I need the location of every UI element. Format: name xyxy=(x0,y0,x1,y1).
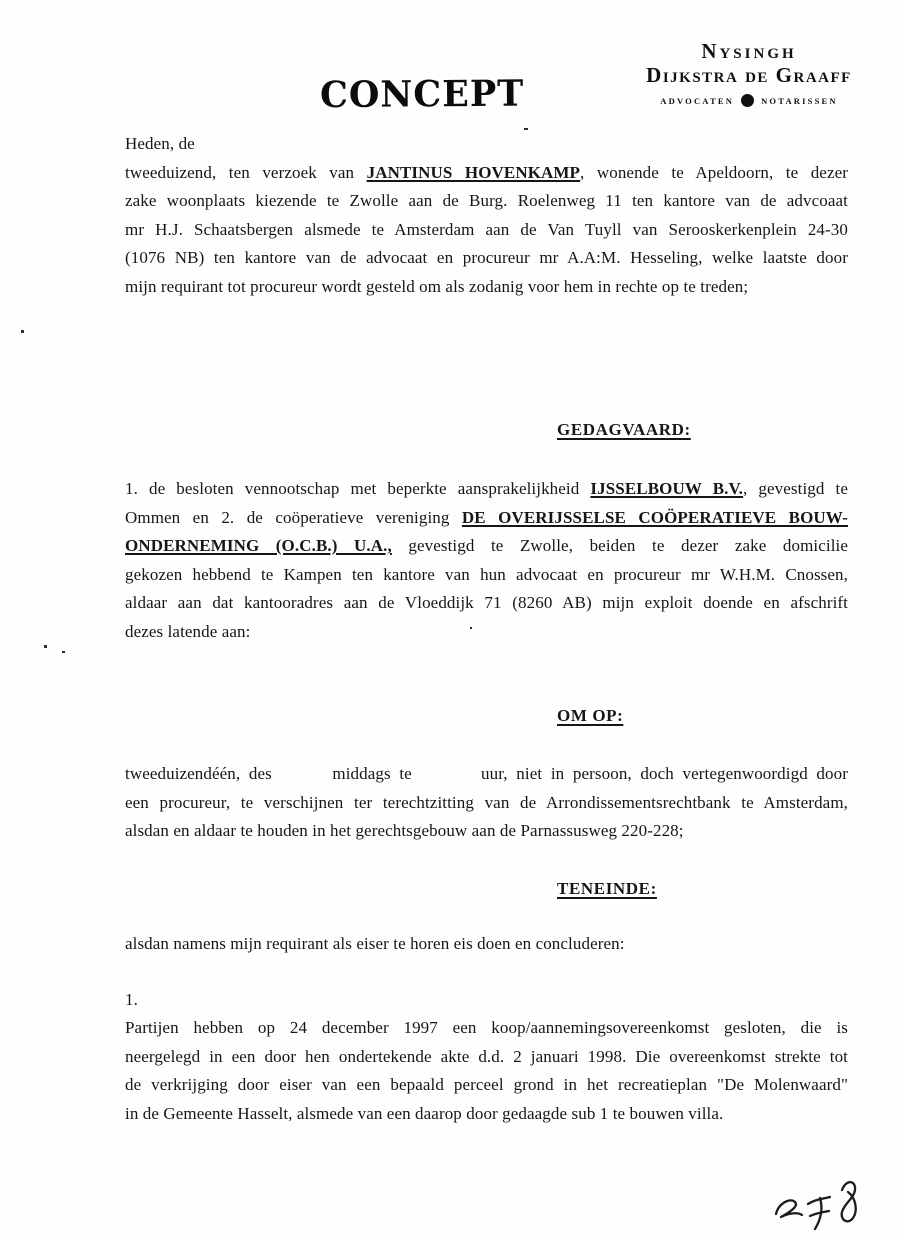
text-segment: , wonende te Apeldoorn, te dezer xyxy=(580,162,848,182)
text-line xyxy=(125,130,848,159)
emphasized-party-name: DE OVERIJSSELSE COÖPERATIEVE BOUW- xyxy=(461,507,848,527)
text-segment: 1. de besloten vennootschap met beperkte aansprakelijkheid xyxy=(125,479,591,498)
text-segment: 1. xyxy=(125,990,138,1009)
emphasized-party-name: ONDERNEMING (O.C.B.) U.A., xyxy=(125,536,392,555)
heading-gedagvaard: GEDAGVAARD: xyxy=(557,420,691,439)
text-line xyxy=(125,561,848,590)
letterhead xyxy=(618,40,880,107)
text-line xyxy=(125,1043,848,1072)
text-line xyxy=(125,187,848,216)
text-segment: gekozen hebbend te Kampen ten kantore van hun advocaat en procureur mr W.H.M. Cnossen, xyxy=(125,564,848,584)
text-line xyxy=(125,475,848,504)
text-segment: , gevestigd te xyxy=(743,479,849,498)
scan-artifact xyxy=(21,330,24,333)
text-segment: alsdan namens mijn requirant als eiser te horen eis doen en concluderen: xyxy=(125,934,625,953)
text-line xyxy=(125,216,848,245)
concept-stamp: CONCEPT xyxy=(319,72,525,117)
text-line xyxy=(125,159,848,188)
text-line xyxy=(125,1014,848,1043)
paragraph-nummer-1 xyxy=(125,986,848,1015)
scan-artifact xyxy=(470,627,472,629)
emphasized-party-name: IJSSELBOUW B.V. xyxy=(590,479,744,498)
text-segment: Heden, de xyxy=(125,134,195,153)
text-line xyxy=(125,1071,848,1100)
paragraph-gedaagden xyxy=(125,475,848,646)
text-segment: de verkrijging door eiser van een bepaald perceel grond in het recreatieplan "De Molenwaard" xyxy=(125,1075,848,1094)
text-segment: Partijen hebben op 24 december 1997 een koop/aannemingsovereenkomst gesloten, die is xyxy=(125,1018,848,1037)
handwritten-page-number xyxy=(768,1168,868,1238)
paragraph-intro xyxy=(125,130,848,301)
heading-om-op: OM OP: xyxy=(557,706,624,725)
heading-teneinde: TENEINDE: xyxy=(557,879,657,898)
text-line xyxy=(125,618,848,647)
firm-name-line1: Nysingh xyxy=(701,39,797,63)
text-segment: in de Gemeente Hasselt, alsmede van een daarop door gedaagde sub 1 te bouwen villa. xyxy=(125,1103,724,1123)
text-line xyxy=(125,1100,848,1129)
text-line xyxy=(125,589,848,618)
text-line xyxy=(125,817,848,846)
text-line xyxy=(125,244,848,273)
text-segment: mr H.J. Schaatsbergen alsmede te Amsterdam aan de Van Tuyll van Serooskerkenplein 24-30 xyxy=(125,219,848,239)
text-segment: tweeduizend, ten verzoek van xyxy=(125,162,367,182)
text-segment: dezes latende aan: xyxy=(125,621,251,641)
text-line xyxy=(125,532,848,561)
text-line xyxy=(125,504,848,533)
paragraph-verschijning xyxy=(125,760,848,846)
firm-tagline xyxy=(618,94,880,107)
text-segment: mijn requirant tot procureur wordt gesteld om als zodanig voor hem in rechte op te treden; xyxy=(125,276,749,296)
text-segment: zake woonplaats kiezende te Zwolle aan de Burg. Roelenweg 11 ten kantore van de advcoaat xyxy=(125,191,848,210)
text-segment: tweeduizendéén, des middags te uur, niet in persoon, doch vertegenwoordigd door xyxy=(125,764,848,783)
paragraph-concluderen xyxy=(125,930,848,959)
text-line xyxy=(125,760,848,789)
text-segment: neergelegd in een door hen ondertekende akte d.d. 2 januari 1998. Die overeenkomst strekte tot xyxy=(125,1046,848,1066)
text-segment: Ommen en 2. de coöperatieve vereniging xyxy=(125,507,462,527)
scan-artifact xyxy=(524,128,528,130)
firm-name-line2: Dijkstra de Graaff xyxy=(646,63,852,87)
text-line xyxy=(125,930,848,959)
scan-artifact xyxy=(62,651,65,653)
paragraph-overeenkomst xyxy=(125,1014,848,1128)
text-line xyxy=(125,273,848,302)
text-segment: gevestigd te Zwolle, beiden te dezer zake domicilie xyxy=(391,536,849,555)
emphasized-party-name: JANTINUS HOVENKAMP xyxy=(366,162,581,182)
text-segment: aldaar aan dat kantooradres aan de Vloeddijk 71 (8260 AB) mijn exploit doende en afschrift xyxy=(125,593,848,612)
tagline-advocaten: ADVOCATEN xyxy=(660,95,735,106)
text-segment: (1076 NB) ten kantore van de advocaat en procureur mr A.A:M. Hesseling, welke laatste door xyxy=(125,248,848,267)
text-segment: alsdan en aldaar te houden in het gerechtsgebouw aan de Parnassusweg 220-228; xyxy=(125,821,684,840)
text-segment: een procureur, te verschijnen ter terechtzitting van de Arrondissementsrechtbank te Amsterdam, xyxy=(125,792,848,812)
text-line xyxy=(125,789,848,818)
tagline-notarissen: NOTARISSEN xyxy=(761,95,838,106)
scan-artifact xyxy=(44,645,47,648)
text-line xyxy=(125,986,848,1015)
bullet-dot-icon xyxy=(741,94,754,107)
